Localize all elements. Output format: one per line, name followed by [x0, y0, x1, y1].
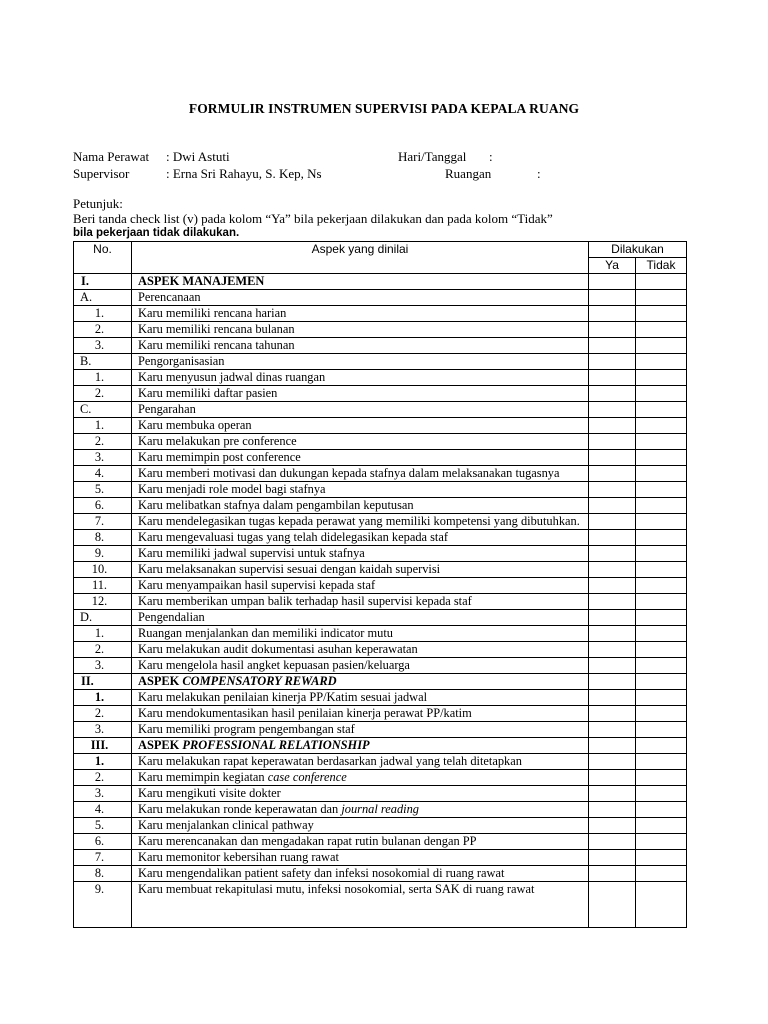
table-row: [74, 610, 687, 626]
aspect-italic-text: PROFESSIONAL RELATIONSHIP: [182, 738, 370, 752]
checkbox-ya[interactable]: [589, 786, 636, 802]
table-row: [74, 498, 687, 514]
row-aspect-text: [132, 706, 589, 722]
checkbox-ya[interactable]: [589, 466, 636, 482]
row-number: 7.: [74, 850, 132, 866]
checkbox-ya[interactable]: [589, 674, 636, 690]
table-row: [74, 706, 687, 722]
aspect-text: Karu melakukan audit dokumentasi asuhan keperawatan: [138, 642, 418, 656]
row-number: 5.: [74, 818, 132, 834]
row-aspect-text: [132, 674, 589, 690]
table-row: [74, 818, 687, 834]
table-row: [74, 466, 687, 482]
supervisor-label: Supervisor: [73, 166, 130, 181]
row-number: 9.: [74, 546, 132, 562]
row-number: 2.: [74, 322, 132, 338]
aspect-text: Karu menyusun jadwal dinas ruangan: [138, 370, 326, 384]
checkbox-ya[interactable]: [589, 498, 636, 514]
row-number: 4.: [74, 802, 132, 818]
checkbox-ya[interactable]: [589, 562, 636, 578]
row-aspect-text: [132, 642, 589, 658]
aspect-text: Karu melakukan rapat keperawatan berdasarkan jadwal yang telah ditetapkan: [138, 754, 522, 768]
checkbox-tidak[interactable]: [636, 850, 687, 866]
table-row: [74, 290, 687, 306]
row-number: 7.: [74, 514, 132, 530]
row-aspect-text: [132, 658, 589, 674]
aspect-text: Karu menyampaikan hasil supervisi kepada staf: [138, 578, 376, 592]
table-row: [74, 850, 687, 866]
row-number: 5.: [74, 482, 132, 498]
aspect-text: ASPEK: [138, 738, 183, 752]
aspect-text: Pengarahan: [138, 402, 196, 416]
table-row: [74, 546, 687, 562]
checkbox-ya[interactable]: [589, 546, 636, 562]
nama-perawat-label: Nama Perawat: [73, 149, 150, 164]
checkbox-tidak[interactable]: [636, 674, 687, 690]
checkbox-tidak[interactable]: [636, 338, 687, 354]
checkbox-ya[interactable]: [589, 418, 636, 434]
aspect-italic-text: COMPENSATORY REWARD: [182, 674, 337, 688]
table-row: [74, 370, 687, 386]
aspect-text: Karu melibatkan stafnya dalam pengambilan keputusan: [138, 498, 414, 512]
table-row: [74, 674, 687, 690]
aspect-text: Perencanaan: [138, 290, 201, 304]
table-header-row-1: [74, 242, 687, 258]
table-row: [74, 386, 687, 402]
row-number: 1.: [74, 418, 132, 434]
aspect-text: Karu menjadi role model bagi stafnya: [138, 482, 326, 496]
table-row: [74, 834, 687, 850]
row-number: 6.: [74, 498, 132, 514]
checkbox-tidak[interactable]: [636, 770, 687, 786]
aspect-text: Karu melakukan pre conference: [138, 434, 297, 448]
aspect-text: Karu memiliki rencana tahunan: [138, 338, 295, 352]
row-aspect-text: [132, 802, 589, 818]
row-aspect-text: [132, 562, 589, 578]
aspect-italic-text: case conference: [267, 770, 347, 784]
row-number: C.: [74, 402, 132, 418]
header-aspek: Aspek yang dinilai: [132, 242, 589, 274]
checkbox-tidak[interactable]: [636, 882, 687, 928]
table-row: [74, 690, 687, 706]
table-row: [74, 578, 687, 594]
row-aspect-text: [132, 770, 589, 786]
checkbox-ya[interactable]: [589, 802, 636, 818]
aspect-text: Karu mengikuti visite dokter: [138, 786, 281, 800]
checkbox-tidak[interactable]: [636, 722, 687, 738]
table-row: [74, 594, 687, 610]
checkbox-tidak[interactable]: [636, 386, 687, 402]
row-number: 10.: [74, 562, 132, 578]
table-row: [74, 530, 687, 546]
row-number: 12.: [74, 594, 132, 610]
row-number: 3.: [74, 658, 132, 674]
checkbox-ya[interactable]: [589, 306, 636, 322]
checkbox-tidak[interactable]: [636, 562, 687, 578]
checkbox-tidak[interactable]: [636, 754, 687, 770]
aspect-text: Karu melakukan ronde keperawatan dan: [138, 802, 342, 816]
row-aspect-text: [132, 626, 589, 642]
aspect-text: Karu memberikan umpan balik terhadap hasil supervisi kepada staf: [138, 594, 472, 608]
instructions-heading: Petunjuk:: [73, 196, 123, 211]
checkbox-ya[interactable]: [589, 626, 636, 642]
row-aspect-text: [132, 850, 589, 866]
row-aspect-text: [132, 834, 589, 850]
checkbox-ya[interactable]: [589, 658, 636, 674]
table-row: [74, 434, 687, 450]
aspect-text: Karu melakukan penilaian kinerja PP/Katim sesuai jadwal: [138, 690, 428, 704]
instructions-line-2: bila pekerjaan tidak dilakukan.: [73, 227, 240, 239]
checkbox-ya[interactable]: [589, 434, 636, 450]
checkbox-ya[interactable]: [589, 850, 636, 866]
row-aspect-text: [132, 546, 589, 562]
table-row: [74, 322, 687, 338]
checkbox-tidak[interactable]: [636, 434, 687, 450]
aspect-text: Karu merencanakan dan mengadakan rapat rutin bulanan dengan PP: [138, 834, 477, 848]
row-number: 6.: [74, 834, 132, 850]
row-number: 2.: [74, 434, 132, 450]
checkbox-tidak[interactable]: [636, 466, 687, 482]
aspect-text: ASPEK: [138, 674, 183, 688]
row-number: 1.: [74, 754, 132, 770]
checkbox-ya[interactable]: [589, 322, 636, 338]
row-number: 1.: [74, 370, 132, 386]
aspect-text: ASPEK MANAJEMEN: [138, 274, 265, 288]
table-row: [74, 642, 687, 658]
checkbox-ya[interactable]: [589, 770, 636, 786]
checkbox-tidak[interactable]: [636, 514, 687, 530]
table-row: [74, 562, 687, 578]
row-number: 2.: [74, 770, 132, 786]
checkbox-ya[interactable]: [589, 514, 636, 530]
checkbox-ya[interactable]: [589, 818, 636, 834]
table-row: [74, 738, 687, 754]
row-number: I.: [74, 274, 132, 290]
aspect-text: Ruangan menjalankan dan memiliki indicator mutu: [138, 626, 393, 640]
table-row: [74, 882, 687, 928]
row-number: 9.: [74, 882, 132, 928]
aspect-text: Karu memonitor kebersihan ruang rawat: [138, 850, 339, 864]
checkbox-ya[interactable]: [589, 290, 636, 306]
table-row: [74, 866, 687, 882]
aspect-text: Karu mengendalikan patient safety dan infeksi nosokomial di ruang rawat: [138, 866, 505, 880]
aspect-text: Karu mendelegasikan tugas kepada perawat yang memiliki kompetensi yang dibutuhkan.: [138, 514, 580, 528]
aspect-text: Karu memiliki daftar pasien: [138, 386, 278, 400]
table-row: [74, 514, 687, 530]
row-number: 2.: [74, 706, 132, 722]
row-aspect-text: [132, 386, 589, 402]
aspect-italic-text: journal reading: [341, 802, 419, 816]
instructions-line-1: Beri tanda check list (v) pada kolom “Ya” bila pekerjaan dilakukan dan pada kolom “Tidak”: [73, 211, 553, 226]
aspect-text: Karu memimpin kegiatan: [138, 770, 268, 784]
header-tidak: Tidak: [636, 258, 687, 274]
table-row: [74, 418, 687, 434]
table-row: [74, 402, 687, 418]
row-aspect-text: [132, 722, 589, 738]
row-number: 3.: [74, 786, 132, 802]
row-number: 1.: [74, 690, 132, 706]
checkbox-tidak[interactable]: [636, 418, 687, 434]
row-aspect-text: [132, 786, 589, 802]
aspect-text: Karu mengelola hasil angket kepuasan pasien/keluarga: [138, 658, 410, 672]
row-aspect-text: [132, 818, 589, 834]
row-aspect-text: [132, 690, 589, 706]
checkbox-tidak[interactable]: [636, 498, 687, 514]
table-row: [74, 786, 687, 802]
row-aspect-text: [132, 290, 589, 306]
checkbox-ya[interactable]: [589, 530, 636, 546]
aspect-text: Pengendalian: [138, 610, 205, 624]
row-aspect-text: [132, 754, 589, 770]
row-number: D.: [74, 610, 132, 626]
row-number: 2.: [74, 642, 132, 658]
header-no: No.: [74, 242, 132, 274]
row-number: A.: [74, 290, 132, 306]
row-aspect-text: [132, 450, 589, 466]
row-aspect-text: [132, 578, 589, 594]
row-aspect-text: [132, 434, 589, 450]
checkbox-tidak[interactable]: [636, 546, 687, 562]
table-row: [74, 450, 687, 466]
table-row: [74, 626, 687, 642]
table-row: [74, 482, 687, 498]
checkbox-tidak[interactable]: [636, 402, 687, 418]
row-number: 1.: [74, 306, 132, 322]
aspect-text: Karu mendokumentasikan hasil penilaian kinerja perawat PP/katim: [138, 706, 472, 720]
nama-perawat-value: : Dwi Astuti: [166, 149, 230, 164]
row-number: 8.: [74, 866, 132, 882]
checkbox-ya[interactable]: [589, 274, 636, 290]
header-ya: Ya: [589, 258, 636, 274]
row-aspect-text: [132, 370, 589, 386]
checkbox-tidak[interactable]: [636, 594, 687, 610]
row-aspect-text: [132, 610, 589, 626]
table-row: [74, 306, 687, 322]
supervisor-value: : Erna Sri Rahayu, S. Kep, Ns: [166, 166, 322, 181]
aspect-text: Karu melaksanakan supervisi sesuai dengan kaidah supervisi: [138, 562, 441, 576]
table-body: [74, 242, 687, 928]
checkbox-ya[interactable]: [589, 354, 636, 370]
row-number: 3.: [74, 450, 132, 466]
ruangan-label: Ruangan: [445, 166, 492, 181]
checkbox-ya[interactable]: [589, 386, 636, 402]
table-row: [74, 802, 687, 818]
aspect-text: Karu menjalankan clinical pathway: [138, 818, 314, 832]
aspect-text: Karu memiliki program pengembangan staf: [138, 722, 355, 736]
checkbox-tidak[interactable]: [636, 802, 687, 818]
checkbox-tidak[interactable]: [636, 866, 687, 882]
table-row: [74, 274, 687, 290]
table-row: [74, 354, 687, 370]
row-number: II.: [74, 674, 132, 690]
checkbox-tidak[interactable]: [636, 450, 687, 466]
checkbox-tidak[interactable]: [636, 322, 687, 338]
aspect-text: Karu memimpin post conference: [138, 450, 301, 464]
checkbox-tidak[interactable]: [636, 626, 687, 642]
row-number: 1.: [74, 626, 132, 642]
checkbox-ya[interactable]: [589, 482, 636, 498]
table-row: [74, 338, 687, 354]
checkbox-ya[interactable]: [589, 450, 636, 466]
row-number: 4.: [74, 466, 132, 482]
row-aspect-text: [132, 738, 589, 754]
checkbox-ya[interactable]: [589, 578, 636, 594]
supervision-table: [73, 241, 687, 928]
checkbox-ya[interactable]: [589, 642, 636, 658]
checkbox-ya[interactable]: [589, 834, 636, 850]
aspect-text: Karu membuat rekapitulasi mutu, infeksi nosokomial, serta SAK di ruang rawat: [138, 882, 535, 896]
row-aspect-text: [132, 866, 589, 882]
row-number: III.: [74, 738, 132, 754]
checkbox-tidak[interactable]: [636, 530, 687, 546]
checkbox-tidak[interactable]: [636, 306, 687, 322]
checkbox-ya[interactable]: [589, 338, 636, 354]
row-aspect-text: [132, 306, 589, 322]
aspect-text: Karu membuka operan: [138, 418, 252, 432]
ruangan-value: :: [537, 166, 541, 181]
checkbox-tidak[interactable]: [636, 658, 687, 674]
aspect-text: Karu memiliki rencana harian: [138, 306, 287, 320]
checkbox-tidak[interactable]: [636, 578, 687, 594]
row-aspect-text: [132, 882, 589, 928]
row-number: 2.: [74, 386, 132, 402]
checkbox-tidak[interactable]: [636, 354, 687, 370]
checkbox-ya[interactable]: [589, 722, 636, 738]
checkbox-tidak[interactable]: [636, 370, 687, 386]
checkbox-ya[interactable]: [589, 706, 636, 722]
row-aspect-text: [132, 322, 589, 338]
page-title: FORMULIR INSTRUMEN SUPERVISI PADA KEPALA RUANG: [188, 101, 580, 116]
table-row: [74, 770, 687, 786]
row-aspect-text: [132, 594, 589, 610]
checkbox-tidak[interactable]: [636, 818, 687, 834]
row-aspect-text: [132, 274, 589, 290]
aspect-text: Karu memiliki jadwal supervisi untuk stafnya: [138, 546, 365, 560]
hari-tanggal-label: Hari/Tanggal: [398, 149, 467, 164]
row-number: 11.: [74, 578, 132, 594]
checkbox-tidak[interactable]: [636, 610, 687, 626]
row-aspect-text: [132, 482, 589, 498]
checkbox-tidak[interactable]: [636, 290, 687, 306]
checkbox-tidak[interactable]: [636, 482, 687, 498]
aspect-text: Karu mengevaluasi tugas yang telah didelegasikan kepada staf: [138, 530, 448, 544]
checkbox-ya[interactable]: [589, 370, 636, 386]
row-aspect-text: [132, 402, 589, 418]
checkbox-tidak[interactable]: [636, 274, 687, 290]
hari-tanggal-value: :: [489, 149, 493, 164]
checkbox-ya[interactable]: [589, 594, 636, 610]
aspect-text: Karu memberi motivasi dan dukungan kepada stafnya dalam melaksanakan tugasnya: [138, 466, 560, 480]
checkbox-tidak[interactable]: [636, 690, 687, 706]
row-aspect-text: [132, 530, 589, 546]
checkbox-ya[interactable]: [589, 882, 636, 928]
row-aspect-text: [132, 498, 589, 514]
table-row: [74, 722, 687, 738]
header-dilakukan: Dilakukan: [589, 242, 687, 258]
checkbox-tidak[interactable]: [636, 642, 687, 658]
row-number: 3.: [74, 338, 132, 354]
checkbox-tidak[interactable]: [636, 738, 687, 754]
table-row: [74, 658, 687, 674]
checkbox-ya[interactable]: [589, 738, 636, 754]
checkbox-ya[interactable]: [589, 690, 636, 706]
row-aspect-text: [132, 338, 589, 354]
aspect-text: Pengorganisasian: [138, 354, 225, 368]
checkbox-tidak[interactable]: [636, 786, 687, 802]
checkbox-ya[interactable]: [589, 866, 636, 882]
checkbox-ya[interactable]: [589, 402, 636, 418]
aspect-text: Karu memiliki rencana bulanan: [138, 322, 295, 336]
table-row: [74, 754, 687, 770]
row-aspect-text: [132, 514, 589, 530]
row-number: B.: [74, 354, 132, 370]
row-number: 8.: [74, 530, 132, 546]
checkbox-tidak[interactable]: [636, 706, 687, 722]
row-aspect-text: [132, 418, 589, 434]
checkbox-tidak[interactable]: [636, 834, 687, 850]
row-aspect-text: [132, 354, 589, 370]
checkbox-ya[interactable]: [589, 754, 636, 770]
row-number: 3.: [74, 722, 132, 738]
checkbox-ya[interactable]: [589, 610, 636, 626]
row-aspect-text: [132, 466, 589, 482]
